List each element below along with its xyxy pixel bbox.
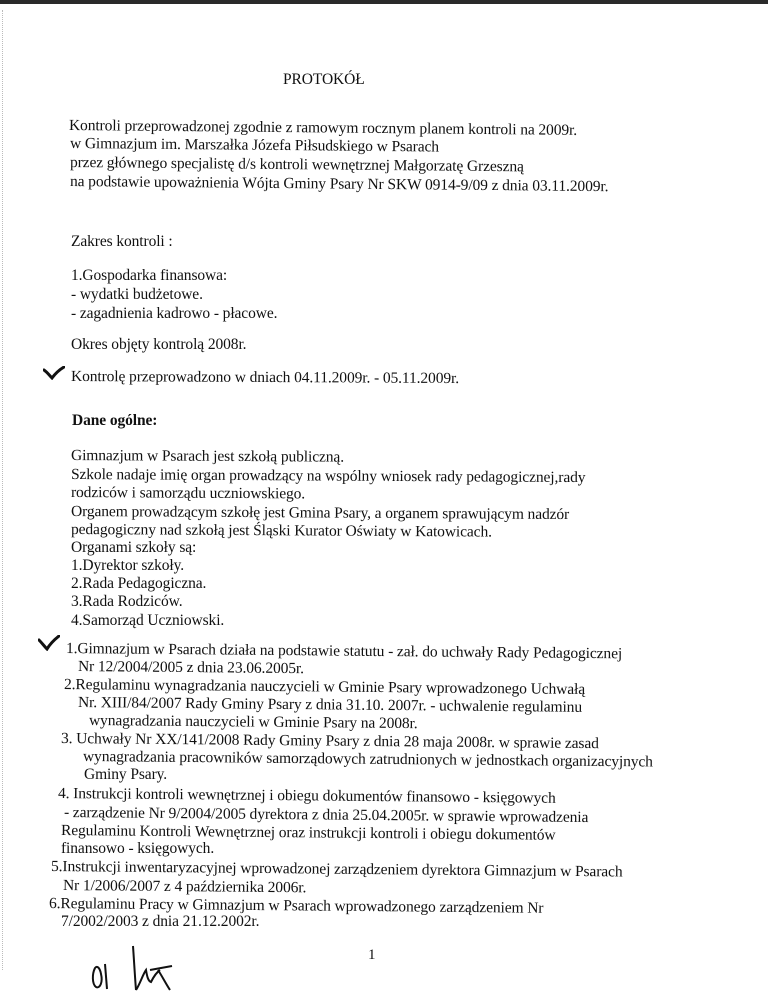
general-line: 4.Samorząd Uczniowski. xyxy=(71,612,225,629)
scope-item: - zagadnienia kadrowo - płacowe. xyxy=(71,305,278,322)
general-line: Szkole nadaje imię organ prowadzący na wspólny wniosek rady pedagogicznej,rady xyxy=(70,466,586,487)
intro-line-2: w Gimnazjum im. Marszałka Józefa Piłsudskiego w Psarach xyxy=(69,135,440,156)
general-line: pedagogiczny nad szkołą jest Śląski Kurator Oświaty w Katowicach. xyxy=(70,521,492,541)
basis-line: Nr. XIII/84/2007 Rady Gminy Psary z dnia 31.10. 2007r. - uchwalenie regulaminu xyxy=(77,694,583,716)
basis-line: - zarządzenie Nr 9/2004/2005 dyrektora z dnia 25.04.2005r. w sprawie wprowadzenia xyxy=(63,804,589,827)
scope-item: - wydatki budżetowe. xyxy=(71,286,203,303)
basis-line: 6.Regulaminu Pracy w Gimnazjum w Psarach wprowadzonego zarządzeniem Nr xyxy=(48,895,544,917)
basis-line: finansowo - księgowych. xyxy=(61,840,215,857)
basis-line: 1.Gimnazjum w Psarach działa na podstawie statutu - zał. do uchwały Rady Pedagogicznej xyxy=(65,640,623,663)
basis-line: 4. Instrukcji kontroli wewnętrznej i obiegu dokumentów finansowo - księgowych xyxy=(57,785,556,807)
basis-line: Nr 1/2006/2007 z 4 października 2006r. xyxy=(62,877,307,897)
basis-line: 3. Uchwały Nr XX/141/2008 Rady Gminy Psary z dnia 28 maja 2008r. w sprawie zasad xyxy=(60,730,599,753)
basis-line: 5.Instrukcji inwentaryzacyjnej wprowadzonej zarządzeniem dyrektora Gimnazjum w Psarach xyxy=(50,858,623,881)
intro-line-3: przez głównego specjalistę d/s kontroli wewnętrznej Małgorzatę Grzeszną xyxy=(69,154,524,176)
general-line: 2.Rada Pedagogiczna. xyxy=(71,575,207,592)
basis-line: Gminy Psary. xyxy=(84,766,168,783)
control-dates: Kontrolę przeprowadzono w dniach 04.11.2009r. - 05.11.2009r. xyxy=(70,368,460,388)
check-mark-icon xyxy=(38,635,60,651)
period-text: Okres objęty kontrolą 2008r. xyxy=(71,336,247,353)
general-line: 3.Rada Rodziców. xyxy=(71,593,183,610)
intro-line-1: Kontroli przeprowadzonej zgodnie z ramowym rocznym planem kontroli na 2009r. xyxy=(68,117,578,139)
basis-line: Nr 12/2004/2005 z dnia 23.06.2005r. xyxy=(77,658,305,678)
page-number: 1 xyxy=(368,947,376,963)
scan-left-edge xyxy=(2,10,4,970)
general-line: Organami szkoły są: xyxy=(71,539,197,556)
basis-line: 7/2002/2003 z dnia 21.12.2002r. xyxy=(61,913,260,930)
check-mark-icon xyxy=(43,366,65,380)
basis-line: Regulaminu Kontroli Wewnętrznej oraz instrukcji kontroli i obiegu dokumentów xyxy=(60,822,556,844)
general-line: Organem prowadzącym szkołę jest Gmina Psary, a organem sprawującym nadzór xyxy=(70,503,570,524)
basis-line: 2.Regulaminu wynagradzania nauczycieli w Gminie Psary wprowadzonego Uchwałą xyxy=(63,676,586,699)
handwritten-signature xyxy=(88,930,188,992)
general-line: 1.Dyrektor szkoły. xyxy=(71,557,184,574)
document-title: PROTOKÓŁ xyxy=(283,71,365,88)
basis-line: wynagradzania nauczycieli w Gminie Psary na 2008r. xyxy=(88,712,418,733)
scan-top-edge xyxy=(0,0,768,4)
general-heading: Dane ogólne: xyxy=(72,412,158,429)
scope-heading: Zakres kontroli : xyxy=(71,233,173,250)
scope-item: 1.Gospodarka finansowa: xyxy=(71,267,228,284)
basis-line: wynagradzania pracowników samorządowych zatrudnionych w jednostkach organizacyjnych xyxy=(82,748,653,771)
general-line: Gimnazjum w Psarach jest szkołą publiczną. xyxy=(70,447,345,466)
intro-line-4: na podstawie upoważnienia Wójta Gminy Psary Nr SKW 0914-9/09 z dnia 03.11.2009r. xyxy=(69,173,609,196)
general-line: rodziców i samorządu uczniowskiego. xyxy=(70,484,306,503)
